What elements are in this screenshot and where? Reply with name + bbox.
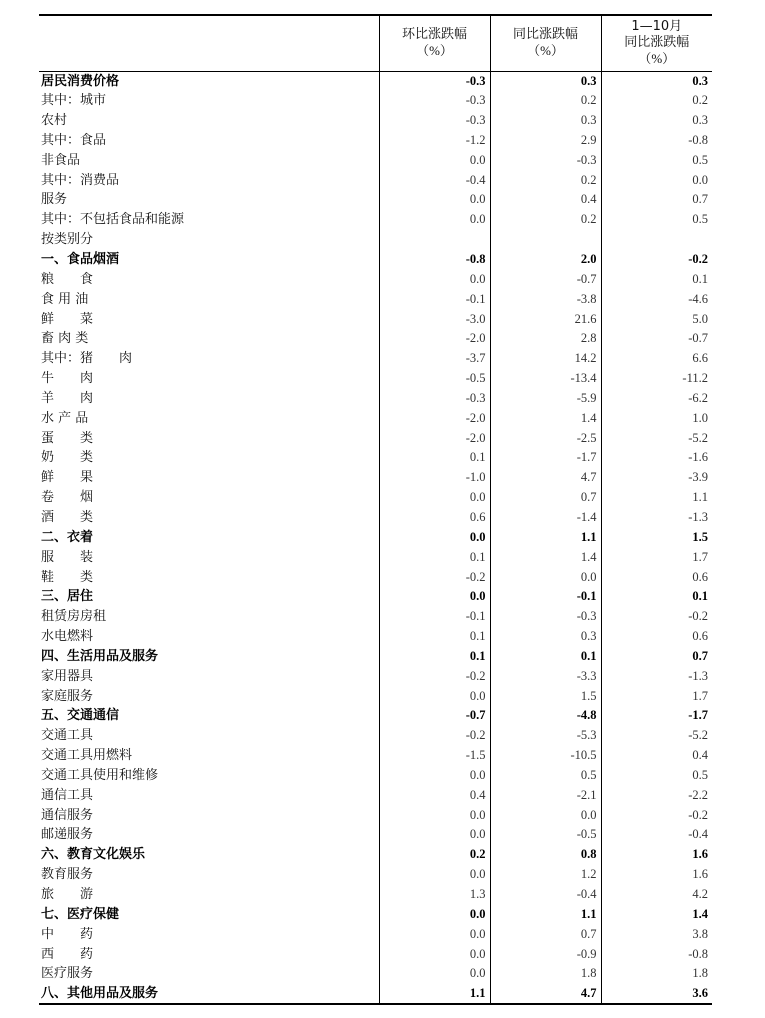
row-label: 酒 类: [41, 509, 94, 525]
mom-value: 0.0: [379, 766, 490, 786]
header-yoy-title: 同比涨跌幅: [512, 27, 578, 43]
table-row: [39, 924, 712, 944]
ytd-value: -1.7: [601, 706, 712, 726]
table-row: [39, 904, 712, 924]
mom-value: 0.0: [379, 964, 490, 984]
row-label: 水电燃料: [41, 629, 94, 645]
table-row: [39, 686, 712, 706]
yoy-value: 2.0: [490, 250, 601, 270]
yoy-value: -0.3: [490, 150, 601, 170]
row-label: 教育服务: [41, 867, 94, 883]
yoy-value: 1.8: [490, 964, 601, 984]
table-row: [39, 607, 712, 627]
table-row: [39, 369, 712, 389]
table-row: [39, 111, 712, 131]
ytd-value: -6.2: [601, 389, 712, 409]
row-label: 五、交通通信: [41, 708, 120, 724]
yoy-value: 1.1: [490, 527, 601, 547]
yoy-value: 0.7: [490, 488, 601, 508]
mom-value: -0.7: [379, 706, 490, 726]
mom-value: -0.2: [379, 567, 490, 587]
mom-value: -1.5: [379, 746, 490, 766]
ytd-value: 1.8: [601, 964, 712, 984]
mom-value: 0.0: [379, 150, 490, 170]
ytd-value: -3.9: [601, 468, 712, 488]
row-label: 服务: [41, 192, 68, 208]
table-row: [39, 547, 712, 567]
table-row: [39, 706, 712, 726]
yoy-value: -0.7: [490, 269, 601, 289]
table-row: [39, 190, 712, 210]
cpi-table: [39, 14, 712, 1005]
ytd-value: 0.3: [601, 111, 712, 131]
mom-value: 0.4: [379, 785, 490, 805]
row-label: 水 产 品: [41, 410, 89, 426]
row-label: 按类别分: [41, 232, 94, 248]
ytd-value: 0.0: [601, 170, 712, 190]
row-label: 卷 烟: [41, 490, 94, 506]
ytd-value: 4.2: [601, 885, 712, 905]
ytd-value: -5.2: [601, 428, 712, 448]
table-row: [39, 131, 712, 151]
row-label: 鲜 菜: [41, 311, 94, 327]
header-ytd-period: 1—10月: [631, 19, 683, 35]
mom-value: 1.1: [379, 984, 490, 1004]
yoy-value: 21.6: [490, 309, 601, 329]
mom-value: 0.1: [379, 627, 490, 647]
mom-value: 0.6: [379, 508, 490, 528]
mom-value: -0.5: [379, 369, 490, 389]
row-label: 家庭服务: [41, 688, 94, 704]
row-label: 三、居住: [41, 589, 94, 605]
table-row: [39, 408, 712, 428]
ytd-value: [601, 230, 712, 250]
ytd-value: 1.5: [601, 527, 712, 547]
yoy-value: 0.2: [490, 210, 601, 230]
table-row: [39, 508, 712, 528]
header-mom-unit: （%）: [416, 43, 453, 59]
ytd-value: 0.3: [601, 71, 712, 91]
mom-value: [379, 230, 490, 250]
mom-value: 0.0: [379, 587, 490, 607]
header-row: [39, 15, 712, 71]
table-row: [39, 845, 712, 865]
table-row: [39, 865, 712, 885]
mom-value: -0.1: [379, 607, 490, 627]
ytd-value: -5.2: [601, 726, 712, 746]
row-label: 交通工具: [41, 728, 94, 744]
table-row: [39, 289, 712, 309]
row-label: 西 药: [41, 946, 94, 962]
table-row: [39, 766, 712, 786]
yoy-value: -3.8: [490, 289, 601, 309]
table-row: [39, 805, 712, 825]
row-label: 其中：消费品: [41, 172, 120, 188]
ytd-value: -0.7: [601, 329, 712, 349]
table-row: [39, 825, 712, 845]
yoy-value: [490, 230, 601, 250]
yoy-value: -0.9: [490, 944, 601, 964]
ytd-value: 0.2: [601, 91, 712, 111]
row-label: 旅 游: [41, 887, 94, 903]
mom-value: -0.3: [379, 71, 490, 91]
table-row: [39, 170, 712, 190]
mom-value: 0.0: [379, 944, 490, 964]
table-row: [39, 488, 712, 508]
mom-value: -0.4: [379, 170, 490, 190]
table-row: [39, 944, 712, 964]
mom-value: -2.0: [379, 408, 490, 428]
row-label: 六、教育文化娱乐: [41, 847, 146, 863]
ytd-value: -11.2: [601, 369, 712, 389]
row-label: 邮递服务: [41, 827, 94, 843]
ytd-value: 0.1: [601, 587, 712, 607]
row-label: 医疗服务: [41, 966, 94, 982]
yoy-value: 0.2: [490, 91, 601, 111]
table-row: [39, 885, 712, 905]
header-yoy: [490, 15, 601, 71]
ytd-value: -0.2: [601, 250, 712, 270]
mom-value: -1.0: [379, 468, 490, 488]
mom-value: 0.2: [379, 845, 490, 865]
row-label: 一、食品烟酒: [41, 252, 120, 268]
table-row: [39, 448, 712, 468]
mom-value: -0.8: [379, 250, 490, 270]
table-row: [39, 527, 712, 547]
yoy-value: 1.2: [490, 865, 601, 885]
yoy-value: 0.2: [490, 170, 601, 190]
row-label: 非食品: [41, 152, 81, 168]
ytd-value: 0.6: [601, 627, 712, 647]
ytd-value: -0.2: [601, 607, 712, 627]
table-row: [39, 91, 712, 111]
mom-value: 0.0: [379, 269, 490, 289]
yoy-value: -0.1: [490, 587, 601, 607]
ytd-value: -0.8: [601, 131, 712, 151]
table-row: [39, 329, 712, 349]
yoy-value: 0.0: [490, 567, 601, 587]
ytd-value: -4.6: [601, 289, 712, 309]
ytd-value: 1.7: [601, 686, 712, 706]
header-ytd: [601, 15, 712, 71]
mom-value: 0.0: [379, 904, 490, 924]
yoy-value: 14.2: [490, 349, 601, 369]
table-row: [39, 666, 712, 686]
yoy-value: -1.4: [490, 508, 601, 528]
ytd-value: 0.1: [601, 269, 712, 289]
table-row: [39, 587, 712, 607]
mom-value: 0.0: [379, 210, 490, 230]
mom-value: 0.0: [379, 805, 490, 825]
yoy-value: -13.4: [490, 369, 601, 389]
yoy-value: 4.7: [490, 468, 601, 488]
row-label: 居民消费价格: [41, 73, 120, 89]
mom-value: 0.1: [379, 547, 490, 567]
ytd-value: 1.7: [601, 547, 712, 567]
mom-value: -2.0: [379, 329, 490, 349]
table-row: [39, 984, 712, 1004]
ytd-value: -2.2: [601, 785, 712, 805]
cpi-table-container: [39, 14, 712, 1005]
row-label: 其中：食品: [41, 132, 107, 148]
yoy-value: 0.1: [490, 646, 601, 666]
yoy-value: 0.3: [490, 627, 601, 647]
ytd-value: 3.8: [601, 924, 712, 944]
yoy-value: 0.5: [490, 766, 601, 786]
row-label: 四、生活用品及服务: [41, 648, 159, 664]
row-label: 羊 肉: [41, 390, 94, 406]
yoy-value: -1.7: [490, 448, 601, 468]
row-label: 服 装: [41, 549, 94, 565]
ytd-value: 1.4: [601, 904, 712, 924]
ytd-value: 1.6: [601, 865, 712, 885]
table-row: [39, 746, 712, 766]
yoy-value: 0.7: [490, 924, 601, 944]
row-label: 通信服务: [41, 807, 94, 823]
ytd-value: -1.6: [601, 448, 712, 468]
table-row: [39, 567, 712, 587]
ytd-value: -1.3: [601, 666, 712, 686]
row-label: 通信工具: [41, 787, 94, 803]
mom-value: -0.2: [379, 726, 490, 746]
header-yoy-unit: （%）: [527, 43, 564, 59]
mom-value: -3.7: [379, 349, 490, 369]
ytd-value: 6.6: [601, 349, 712, 369]
ytd-value: 0.5: [601, 210, 712, 230]
row-label: 交通工具用燃料: [41, 748, 133, 764]
row-label: 蛋 类: [41, 430, 94, 446]
table-row: [39, 230, 712, 250]
header-mom: [379, 15, 490, 71]
mom-value: -3.0: [379, 309, 490, 329]
mom-value: 0.1: [379, 646, 490, 666]
row-label: 食 用 油: [41, 291, 89, 307]
ytd-value: 1.6: [601, 845, 712, 865]
table-row: [39, 309, 712, 329]
ytd-value: 1.0: [601, 408, 712, 428]
row-label: 交通工具使用和维修: [41, 767, 159, 783]
yoy-value: 2.9: [490, 131, 601, 151]
row-label: 中 药: [41, 926, 94, 942]
yoy-value: -2.5: [490, 428, 601, 448]
yoy-value: 0.8: [490, 845, 601, 865]
mom-value: 0.1: [379, 448, 490, 468]
header-mom-title: 环比涨跌幅: [401, 27, 467, 43]
mom-value: 1.3: [379, 885, 490, 905]
table-row: [39, 468, 712, 488]
mom-value: 0.0: [379, 686, 490, 706]
row-label: 其中：城市: [41, 93, 107, 109]
yoy-value: -2.1: [490, 785, 601, 805]
yoy-value: -0.5: [490, 825, 601, 845]
mom-value: -0.3: [379, 111, 490, 131]
mom-value: 0.0: [379, 924, 490, 944]
mom-value: 0.0: [379, 865, 490, 885]
table-row: [39, 71, 712, 91]
yoy-value: -5.9: [490, 389, 601, 409]
yoy-value: 1.4: [490, 547, 601, 567]
ytd-value: 0.7: [601, 646, 712, 666]
mom-value: -0.2: [379, 666, 490, 686]
header-ytd-unit: （%）: [638, 51, 676, 67]
ytd-value: 0.6: [601, 567, 712, 587]
table-row: [39, 726, 712, 746]
table-row: [39, 349, 712, 369]
mom-value: 0.0: [379, 825, 490, 845]
row-label: 家用器具: [41, 668, 94, 684]
yoy-value: -4.8: [490, 706, 601, 726]
mom-value: -0.3: [379, 389, 490, 409]
row-label: 其中：猪 肉: [41, 351, 133, 367]
ytd-value: 0.4: [601, 746, 712, 766]
row-label: 租赁房房租: [41, 609, 107, 625]
row-label: 二、衣着: [41, 529, 94, 545]
ytd-value: 0.5: [601, 766, 712, 786]
yoy-value: -3.3: [490, 666, 601, 686]
mom-value: 0.0: [379, 190, 490, 210]
yoy-value: 0.3: [490, 111, 601, 131]
row-label: 八、其他用品及服务: [39, 984, 379, 1004]
ytd-value: 0.5: [601, 150, 712, 170]
mom-value: -0.3: [379, 91, 490, 111]
header-label-cell: [39, 15, 379, 71]
yoy-value: 1.1: [490, 904, 601, 924]
table-row: [39, 785, 712, 805]
yoy-value: 0.3: [490, 71, 601, 91]
row-label: 鞋 类: [41, 569, 94, 585]
yoy-value: 1.5: [490, 686, 601, 706]
ytd-value: -1.3: [601, 508, 712, 528]
mom-value: 0.0: [379, 488, 490, 508]
table-row: [39, 428, 712, 448]
ytd-value: 1.1: [601, 488, 712, 508]
ytd-value: -0.2: [601, 805, 712, 825]
table-row: [39, 250, 712, 270]
yoy-value: -5.3: [490, 726, 601, 746]
yoy-value: 1.4: [490, 408, 601, 428]
yoy-value: -0.3: [490, 607, 601, 627]
table-row: [39, 389, 712, 409]
row-label: 牛 肉: [41, 371, 94, 387]
ytd-value: -0.4: [601, 825, 712, 845]
row-label: 其中：不包括食品和能源: [41, 212, 185, 228]
mom-value: -2.0: [379, 428, 490, 448]
yoy-value: -0.4: [490, 885, 601, 905]
table-row: [39, 627, 712, 647]
mom-value: 0.0: [379, 527, 490, 547]
row-label: 鲜 果: [41, 470, 94, 486]
row-label: 农村: [41, 113, 68, 129]
ytd-value: 5.0: [601, 309, 712, 329]
yoy-value: 2.8: [490, 329, 601, 349]
yoy-value: -10.5: [490, 746, 601, 766]
yoy-value: 0.0: [490, 805, 601, 825]
yoy-value: 4.7: [490, 984, 601, 1004]
table-row: [39, 210, 712, 230]
ytd-value: -0.8: [601, 944, 712, 964]
ytd-value: 3.6: [601, 984, 712, 1004]
mom-value: -1.2: [379, 131, 490, 151]
row-label: 七、医疗保健: [41, 906, 120, 922]
row-label: 畜 肉 类: [41, 331, 89, 347]
mom-value: -0.1: [379, 289, 490, 309]
table-row: [39, 269, 712, 289]
header-ytd-title: 同比涨跌幅: [624, 35, 690, 51]
ytd-value: 0.7: [601, 190, 712, 210]
yoy-value: 0.4: [490, 190, 601, 210]
row-label: 奶 类: [41, 450, 94, 466]
table-row: [39, 964, 712, 984]
row-label: 粮 食: [41, 271, 94, 287]
table-row: [39, 150, 712, 170]
table-row: [39, 646, 712, 666]
